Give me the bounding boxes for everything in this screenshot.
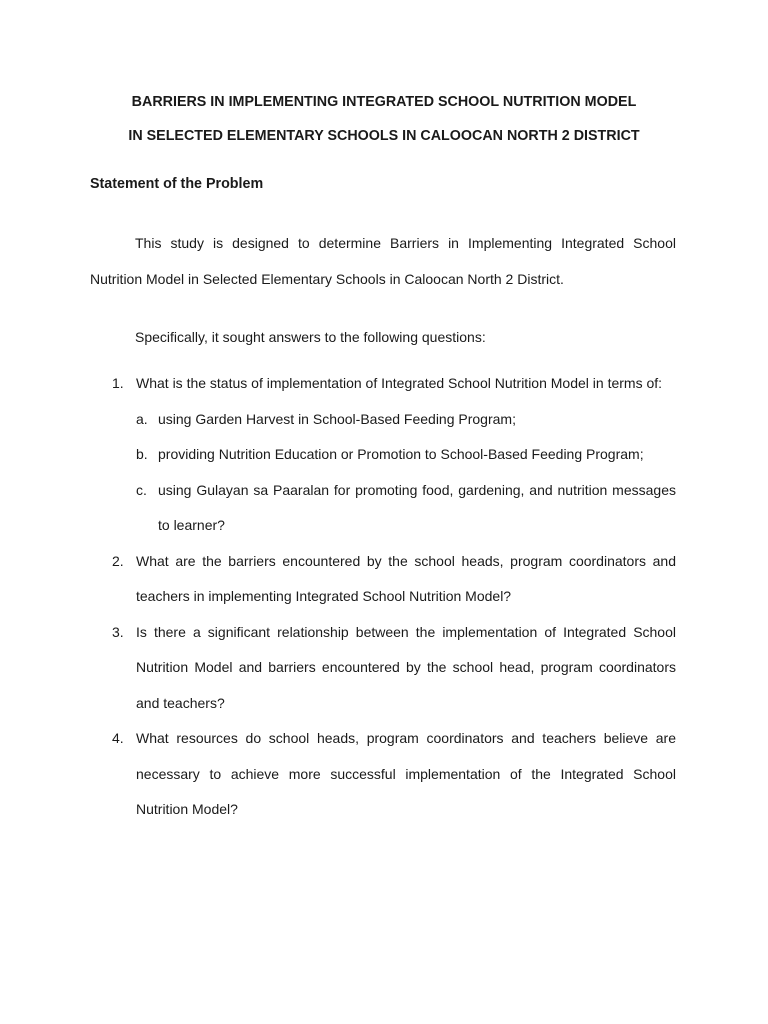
question-text: Is there a significant relationship between the implementation of Integrated School Nutrition Model and barriers encountered by the school head, program coordinators and teachers? bbox=[136, 623, 676, 711]
sub-item-letter: b. bbox=[136, 446, 148, 462]
question-item-3 bbox=[0, 615, 768, 722]
sub-item-text: using Garden Harvest in School-Based Feeding Program; bbox=[158, 410, 516, 427]
sub-item-a bbox=[0, 402, 768, 438]
question-number: 1. bbox=[112, 375, 124, 391]
sub-item-b bbox=[0, 437, 768, 473]
intro-paragraph: This study is designed to determine Barriers in Implementing Integrated School Nutrition Model in Selected Elementary Schools in Caloocan North 2 District. bbox=[90, 235, 676, 287]
question-text: What resources do school heads, program coordinators and teachers believe are necessary to achieve more successful implementation of the Integrated School Nutrition Model? bbox=[136, 730, 676, 817]
question-number: 2. bbox=[112, 552, 124, 569]
question-1-sublist bbox=[0, 402, 768, 544]
question-text: What is the status of implementation of Integrated School Nutrition Model in terms of: bbox=[136, 375, 663, 391]
question-item-1 bbox=[0, 366, 768, 544]
question-number: 4. bbox=[112, 730, 124, 746]
question-text: What are the barriers encountered by the school heads, program coordinators and teachers in implementing Integrated School Nutrition Model? bbox=[136, 552, 676, 604]
sub-item-text: providing Nutrition Education or Promotion to School-Based Feeding Program; bbox=[158, 446, 644, 462]
question-number: 3. bbox=[112, 623, 124, 640]
question-item-4 bbox=[0, 721, 768, 828]
title-line-1: BARRIERS IN IMPLEMENTING INTEGRATED SCHOOL NUTRITION MODEL bbox=[131, 94, 637, 110]
section-heading: Statement of the Problem bbox=[90, 176, 264, 192]
title-line-2: IN SELECTED ELEMENTARY SCHOOLS IN CALOOCAN NORTH 2 DISTRICT bbox=[128, 128, 640, 144]
sub-item-text: using Gulayan sa Paaralan for promoting food, gardening, and nutrition messages to learner? bbox=[158, 481, 676, 533]
sub-item-letter: c. bbox=[136, 481, 147, 498]
questions-list bbox=[0, 366, 768, 828]
question-item-2 bbox=[0, 544, 768, 615]
sub-item-letter: a. bbox=[136, 410, 148, 427]
questions-intro: Specifically, it sought answers to the following questions: bbox=[135, 329, 486, 345]
sub-item-c bbox=[0, 473, 768, 544]
